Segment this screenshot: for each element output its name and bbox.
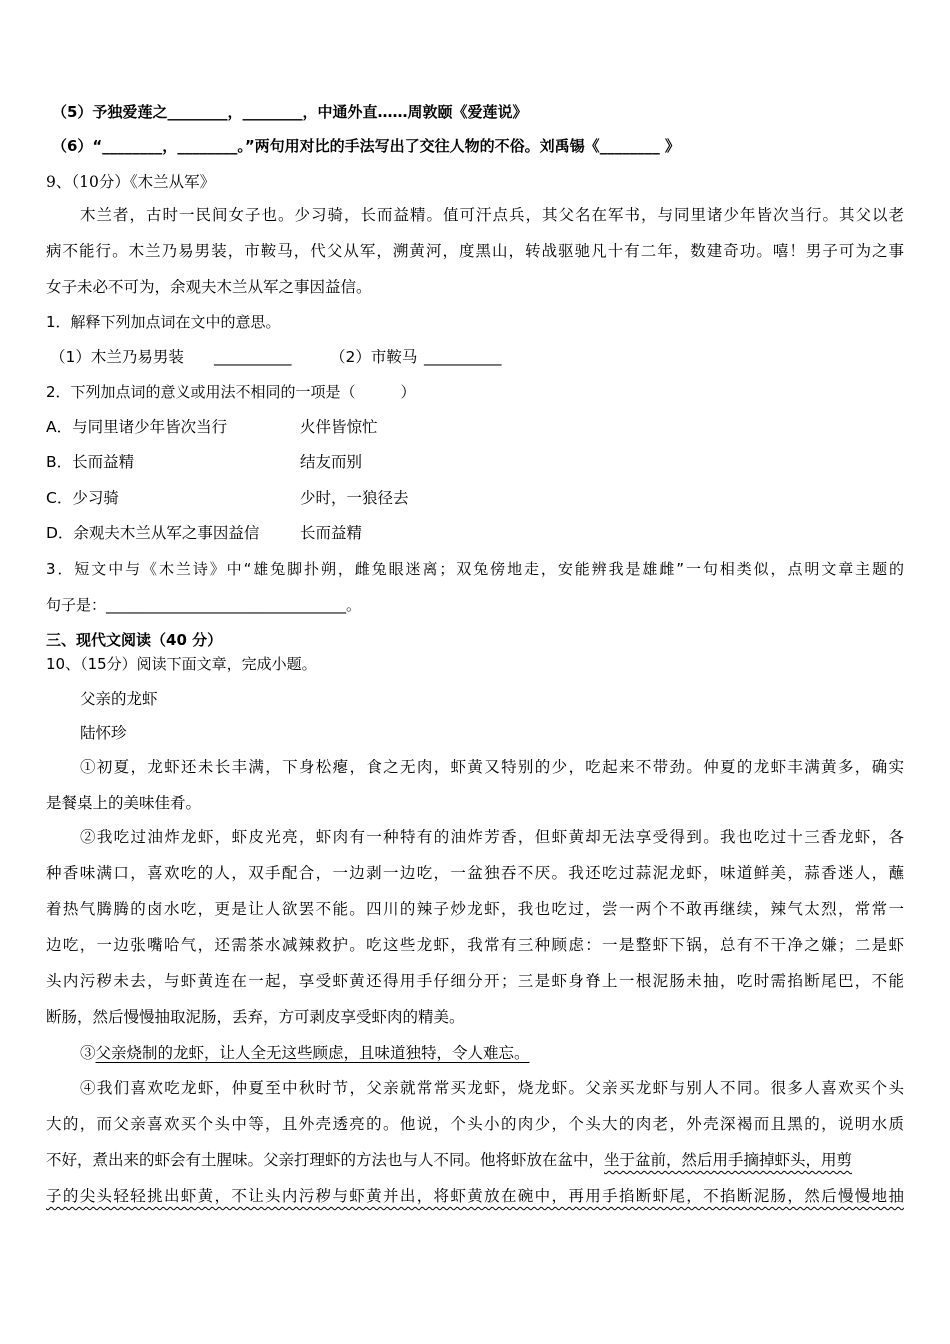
article-paragraph-line: 是餐桌上的美味佳肴。 (46, 794, 202, 812)
answer-blank[interactable]: ________ (177, 137, 238, 155)
sub3-prefix: 句子是： (46, 596, 107, 614)
fill-question-6 (52, 134, 680, 158)
paragraph-number: ③ (80, 1044, 96, 1062)
q10-header: 10、（15分）阅读下面文章，完成小题。 (46, 655, 317, 673)
q9-passage-line: 女子未必不可为，余观夫木兰从军之事因益信。 (46, 278, 372, 296)
article-title: 父亲的龙虾 (80, 690, 158, 708)
answer-blank[interactable]: __________ (424, 348, 502, 366)
article-paragraph-line: 断肠，然后慢慢抽取泥肠，丢弃，方可剥皮享受虾肉的精美。 (46, 1008, 465, 1026)
q5-prefix: （5）予独爱莲之 (52, 103, 168, 121)
q9-option-d-pair: 长而益精 (300, 524, 363, 542)
article-paragraph-line: 种香味满口，喜欢吃的人，双手配合，一边剥一边吃，一盆独吞不厌。我还吃过蒜泥龙虾，味道鲜美，蒜香迷人，蘸 (46, 864, 904, 882)
q9-sub1-item-2: （2）市鞍马 (330, 348, 418, 366)
wavy-underlined-text: 子的尖头轻轻挑出虾黄，不让头内污秽与虾黄并出，将虾黄放在碗中，再用手掐断虾尾，不掐断泥肠，然后慢慢地抽 (46, 1187, 904, 1205)
q5-suffix: ，中通外直……周敦颐《爱莲说》 (302, 103, 528, 121)
wavy-underlined-text: 坐于盆前，然后用手摘掉虾头，用剪 (604, 1151, 853, 1169)
answer-blank[interactable]: ________ (599, 137, 660, 155)
q6-mid: 。”两句用对比的手法写出了交往人物的不俗。刘禹锡《 (237, 137, 600, 155)
q9-header: 9、（10分）《木兰从军》 (46, 173, 216, 191)
q9-option-c: C．少习骑 (46, 489, 119, 507)
q9-passage-line: 木兰者，古时一民间女子也。少习骑，长而益精。值可汗点兵，其父名在军书，与同里诸少年皆次当行。其父以老 (80, 206, 904, 224)
article-paragraph-line: ①初夏，龙虾还未长丰满，下身松瘪，食之无肉，虾黄又特别的少，吃起来不带劲。仲夏的龙虾丰满黄多，确实 (80, 758, 904, 776)
article-paragraph-line: 着热气腾腾的卤水吃，更是让人欲罢不能。四川的辣子炒龙虾，我也吃过，尝一两个不敢再继续，辣气太烈，常常一 (46, 900, 904, 918)
answer-blank[interactable]: ________ (167, 103, 228, 121)
article-paragraph-line: 大的，而父亲喜欢买个头中等，且外壳透亮的。他说，个头小的肉少，个头大的肉老，外壳深褐而且黑的，说明水质 (46, 1115, 904, 1133)
answer-blank[interactable]: ________ (242, 103, 303, 121)
q9-sub1: 1．解释下列加点词在文中的意思。 (46, 313, 281, 331)
fill-question-5 (52, 100, 527, 124)
q9-option-a-pair: 火伴皆惊忙 (300, 418, 378, 436)
q9-option-c-pair: 少时，一狼径去 (300, 489, 409, 507)
article-paragraph-line: 边吃，一边张嘴哈气，还需茶水减辣救护。吃这些龙虾，我常有三种顾虑：一是整虾下锅，总有不干净之嫌；二是虾 (46, 936, 904, 954)
article-author: 陆怀珍 (80, 724, 127, 742)
section-title: 三、现代文阅读（40 分） (46, 631, 223, 649)
q9-sub1-item-1 (50, 345, 184, 369)
plain-text: 不好，煮出来的虾会有土腥味。父亲打理虾的方法也与人不同。他将虾放在盆中， (46, 1151, 605, 1169)
q9-sub3: 3．短文中与《木兰诗》中“雄兔脚扑朔，雌兔眼迷离；双兔傍地走，安能辨我是雄雌”一句相类似，点明文章主题的 (46, 560, 904, 578)
article-paragraph-line (46, 1184, 904, 1208)
answer-blank[interactable]: __________ (214, 348, 292, 366)
sub1-a-text: （1）木兰乃易男装 (50, 348, 184, 366)
q6-prefix: （6）“ (52, 137, 103, 155)
q9-option-b: B．长而益精 (46, 453, 135, 471)
q6-suffix: 》 (659, 137, 680, 155)
article-paragraph-3 (80, 1041, 530, 1065)
article-paragraph-line: ②我吃过油炸龙虾，虾皮光亮，虾肉有一种特有的油炸芳香，但虾黄却无法享受得到。我也吃过十三香龙虾，各 (80, 828, 904, 846)
underlined-sentence: 父亲烧制的龙虾，让人全无这些顾虑，且味道独特，令人难忘。 (95, 1044, 530, 1062)
q9-option-a: A．与同里诸少年皆次当行 (46, 418, 228, 436)
sub3-suffix: 。 (346, 596, 362, 614)
answer-blank[interactable]: ________ (102, 137, 163, 155)
q9-sub2: 2．下列加点词的意义或用法不相同的一项是（ ） (46, 383, 416, 401)
q5-sep: ， (227, 103, 243, 121)
q9-sub3-answer-line (46, 593, 361, 617)
q9-option-d: D．余观夫木兰从军之事因益信 (46, 524, 260, 542)
article-paragraph-line (46, 1148, 904, 1172)
article-paragraph-line: 头内污秽未去，与虾黄连在一起，享受虾黄还得用手仔细分开；三是虾身脊上一根泥肠未抽，吃时需掐断尾巴，不能 (46, 972, 904, 990)
q9-passage-line: 病不能行。木兰乃易男装，市鞍马，代父从军，溯黄河，度黑山，转战驱驰凡十有二年，数建奇功。嘻！男子可为之事 (46, 242, 904, 260)
q6-sep: ， (162, 137, 178, 155)
q9-option-b-pair: 结友而别 (300, 453, 363, 471)
article-paragraph-line: ④我们喜欢吃龙虾，仲夏至中秋时节，父亲就常常买龙虾，烧龙虾。父亲买龙虾与别人不同。很多人喜欢买个头 (80, 1079, 904, 1097)
answer-blank[interactable]: ________________________________ (106, 596, 347, 614)
